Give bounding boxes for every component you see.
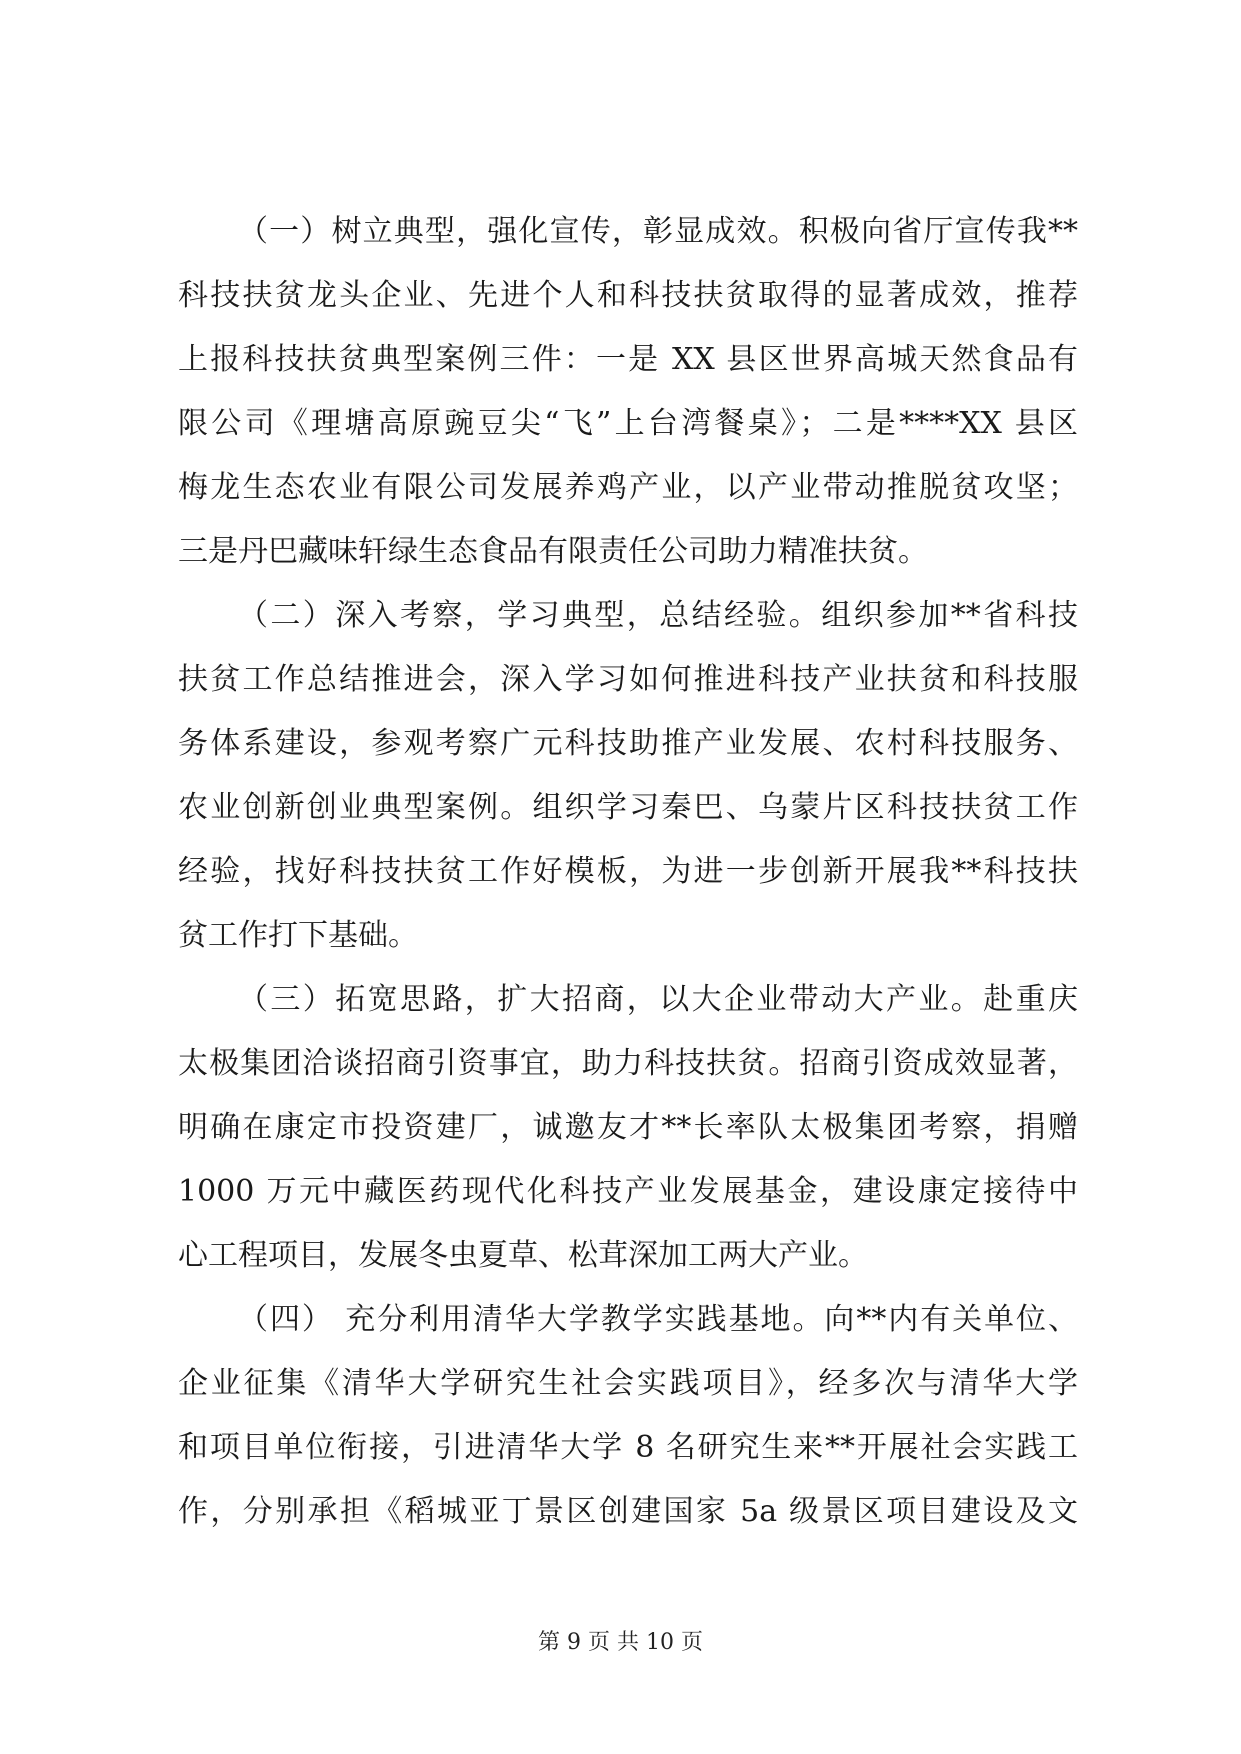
document-body — [178, 200, 1078, 1544]
text-line: （二）深入考察，学习典型，总结经验。组织参加**省科技 — [238, 598, 1078, 633]
text-line: 作，分别承担《稻城亚丁景区创建国家 5a 级景区项目建设及文 — [178, 1494, 1078, 1529]
text-line: 梅龙生态农业有限公司发展养鸡产业，以产业带动推脱贫攻坚； — [178, 470, 1078, 505]
text-line: 经验，找好科技扶贫工作好模板，为进一步创新开展我**科技扶 — [178, 854, 1078, 889]
paragraph-3 — [178, 968, 1078, 1288]
paragraph-1 — [178, 200, 1078, 584]
text-line: （一）树立典型，强化宣传，彰显成效。积极向省厅宣传我** — [238, 214, 1078, 249]
text-line: 农业创新创业典型案例。组织学习秦巴、乌蒙片区科技扶贫工作 — [178, 790, 1078, 825]
text-line: 太极集团洽谈招商引资事宜，助力科技扶贫。招商引资成效显著， — [178, 1046, 1078, 1081]
text-line: 明确在康定市投资建厂，诚邀友才**长率队太极集团考察，捐赠 — [178, 1110, 1078, 1145]
text-line: 心工程项目，发展冬虫夏草、松茸深加工两大产业。 — [178, 1238, 868, 1273]
text-line: 三是丹巴藏味轩绿生态食品有限责任公司助力精准扶贫。 — [178, 534, 928, 569]
paragraph-2 — [178, 584, 1078, 968]
text-line: 上报科技扶贫典型案例三件：一是 XX 县区世界高城天然食品有 — [178, 342, 1078, 377]
text-line: 企业征集《清华大学研究生社会实践项目》，经多次与清华大学 — [178, 1366, 1078, 1401]
text-line: 贫工作打下基础。 — [178, 918, 418, 953]
text-line: 务体系建设，参观考察广元科技助推产业发展、农村科技服务、 — [178, 726, 1078, 761]
text-line: 科技扶贫龙头企业、先进个人和科技扶贫取得的显著成效，推荐 — [178, 278, 1078, 313]
text-line: 1000 万元中藏医药现代化科技产业发展基金，建设康定接待中 — [178, 1174, 1078, 1209]
text-line: 和项目单位衔接，引进清华大学 8 名研究生来**开展社会实践工 — [178, 1430, 1078, 1465]
text-line: （四） 充分利用清华大学教学实践基地。向**内有关单位、 — [238, 1302, 1078, 1337]
paragraph-4 — [178, 1288, 1078, 1544]
page-number-footer: 第 9 页 共 10 页 — [538, 1630, 703, 1655]
text-line: 扶贫工作总结推进会，深入学习如何推进科技产业扶贫和科技服 — [178, 662, 1078, 697]
text-line: （三）拓宽思路，扩大招商，以大企业带动大产业。赴重庆 — [238, 982, 1078, 1017]
text-line: 限公司《理塘高原豌豆尖“飞”上台湾餐桌》；二是****XX 县区 — [178, 406, 1078, 441]
